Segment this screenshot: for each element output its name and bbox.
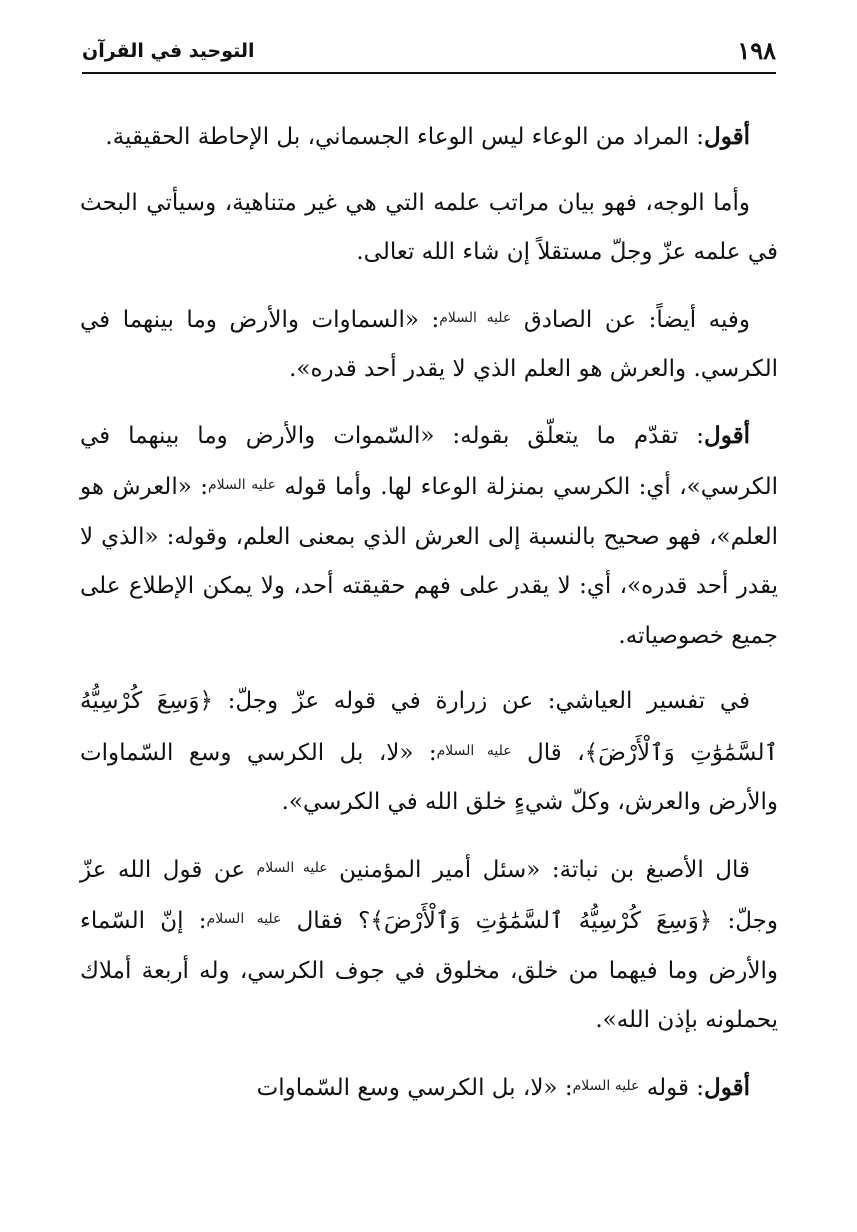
page-header	[82, 34, 776, 74]
honorific-mark: عليه السلام	[436, 742, 512, 759]
paragraph-lead: أقول	[704, 421, 750, 449]
paragraph-5	[80, 677, 778, 828]
paragraph-text: : المراد من الوعاء ليس الوعاء الجسماني، بل الإحاطة الحقيقية.	[105, 124, 705, 150]
paragraph-text: : «السماوات والأرض وما بينهما في الكرسي. والعرش هو العلم الذي لا يقدر أحد قدره».	[80, 306, 778, 382]
paragraph-text: : «لا، بل الكرسي وسع السّماوات	[256, 1074, 573, 1101]
paragraph-text: عن قول الله عزّ وجلّ: ﴿وَسِعَ كُرْسِيُّهُ ٱلسَّمَٰوَٰتِ وَٱلْأَرْضَ﴾؟ فقال	[80, 856, 779, 934]
paragraph-text: وفيه أيضاً: عن الصادق	[523, 306, 751, 333]
paragraph-4	[80, 411, 778, 662]
paragraph-6	[80, 844, 778, 1046]
paragraph-text: وأما الوجه، فهو بيان مراتب علمه التي هي غير متناهية، وسيأتي البحث في علمه عزّ وجلّ مستقلاً إن شاء الله تعالى.	[80, 189, 778, 265]
paragraph-text: قال الأصبغ بن نباتة: «سئل أمير المؤمنين	[339, 856, 751, 883]
paragraph-lead: أقول	[704, 1073, 750, 1101]
paragraph-text: في تفسير العياشي: عن زرارة في قوله عزّ وجلّ: ﴿وَسِعَ كُرْسِيُّهُ ٱلسَّمَٰوَٰتِ وَٱلْأَرْضَ﴾، قال	[80, 688, 778, 766]
paragraph-7	[80, 1062, 778, 1114]
page-number: ١٩٨	[737, 36, 776, 65]
paragraph-2	[80, 179, 778, 278]
page-body	[80, 112, 778, 1113]
paragraph-text: : «لا، بل الكرسي وسع السّماوات والأرض والعرش، وكلّ شيءٍ خلق الله في الكرسي».	[80, 739, 778, 815]
paragraph-text: : إنّ السّماء والأرض وما فيهما من خلق، مخلوق في جوف الكرسي، وله أربعة أملاك يحملونه بإذن الله».	[80, 908, 779, 1033]
paragraph-lead: أقول	[704, 123, 750, 150]
paragraph-text: : قوله	[646, 1074, 705, 1101]
honorific-mark: عليه السلام	[206, 911, 282, 927]
honorific-mark: عليه السلام	[439, 309, 512, 326]
paragraph-text: : تقدّم ما يتعلّق بقوله: «السّموات والأرض وما بينهما في الكرسي»، أي: الكرسي بمنزلة الوعاء لها. وأما قوله	[80, 422, 778, 500]
running-title: التوحيد في القرآن	[82, 40, 255, 62]
honorific-mark: عليه السلام	[256, 859, 328, 876]
paragraph-3	[80, 294, 778, 395]
paragraph-1	[80, 112, 778, 163]
honorific-mark: عليه السلام	[572, 1077, 640, 1094]
honorific-mark: عليه السلام	[207, 477, 276, 493]
paragraph-text: : «العرش هو العلم»، فهو صحيح بالنسبة إلى العرش الذي بمعنى العلم، وقوله: «الذي لا يقدر أحد قدره»، أي: لا يقدر على فهم حقيقته أحد، ولا يمكن الإطلاع على جميع خصوصياته.	[80, 474, 778, 649]
